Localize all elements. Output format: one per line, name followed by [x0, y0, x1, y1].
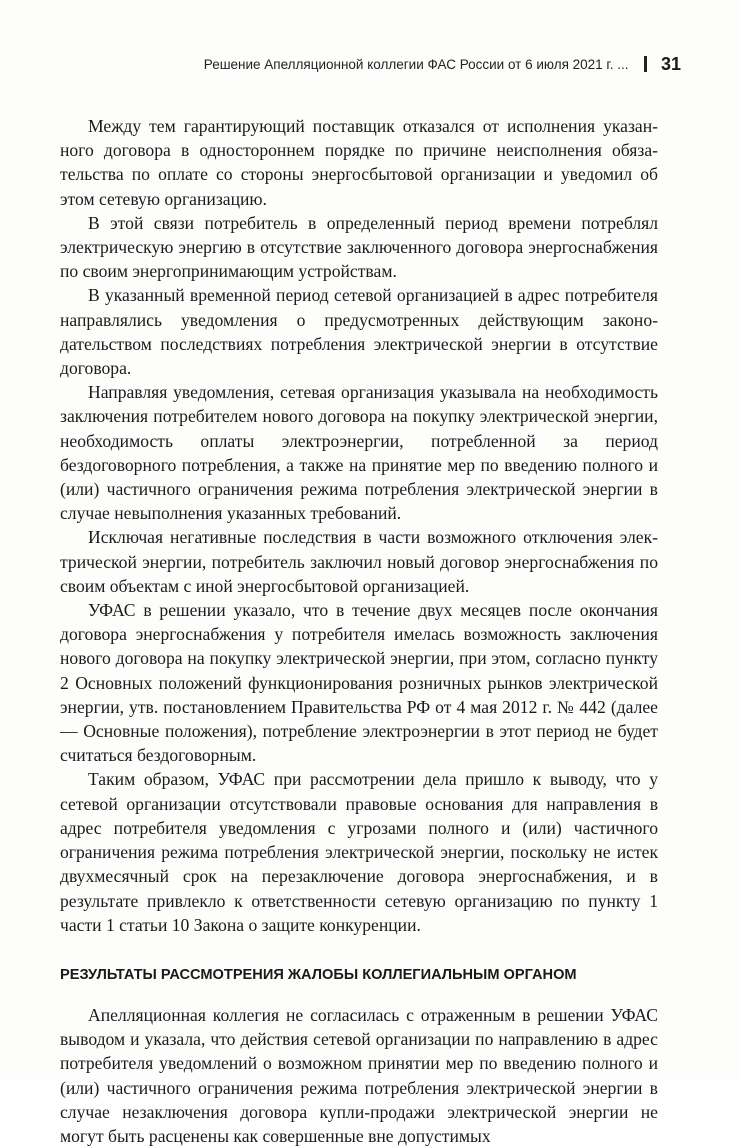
- paragraph: В этой связи потребитель в определенный период времени потреблял электрическую энергию в отсутствие заключенного договора энергоснабжения по своим энергопринимающим устройствам.: [60, 212, 658, 282]
- paragraph: Апелляционная коллегия не согласилась с отраженным в решении УФАС выводом и указала, что действия сетевой организации по направлению в адрес потребителя уведомлений о возможном принятии мер по введению полного и (или) частичного ограничения режима потребления электрической энергии в случае незаключения договора купли-продажи электрической энергии не могут быть расценены как совершенные вне допустимых: [60, 1004, 658, 1146]
- paragraph: Направляя уведомления, сетевая организация указывала на необходимость заключения потребителем нового договора на покупку электрической энергии, необходимость оплаты электроэнергии, потребленной за период бездоговорного потребления, а также на принятие мер по введению полного и (или) частичного ограничения режима потребления электрической энергии в случае невыполнения указанных требований.: [60, 382, 658, 524]
- paragraph: Исключая негативные последствия в части возможного отключения электрической энергии, потребитель заключил новый договор энергоснабжения по своим объектам с иной энергосбытовой организацией.: [60, 527, 658, 596]
- section-heading: РЕЗУЛЬТАТЫ РАССМОТРЕНИЯ ЖАЛОБЫ КОЛЛЕГИАЛЬНЫМ ОРГАНОМ: [60, 966, 577, 983]
- header-divider: [644, 56, 647, 72]
- page-body: [60, 114, 658, 1148]
- paragraph: В указанный временной период сетевой организацией в адрес потребителя направлялись уведомления о предусмотренных действующим законодательством последствиях потребления электрической энергии в отсутствие договора.: [60, 285, 658, 379]
- paragraph: Между тем гарантирующий поставщик отказался от исполнения указанного договора в одностороннем порядке по причине неисполнения обязательства по оплате со стороны энергосбытовой организации и уведомил об этом сетевую организацию.: [60, 116, 658, 209]
- paragraph: УФАС в решении указало, что в течение двух месяцев после окончания договора энергоснабжения у потребителя имелась возможность заключения нового договора на покупку электрической энергии, при этом, согласно пункту 2 Основных положений функционирования розничных рынков электрической энергии, утв. постановлением Правительства РФ от 4 мая 2012 г. № 442 (далее — Основные положения), потребление электроэнергии в этот период не будет считаться бездоговорным.: [60, 600, 658, 766]
- page-number: 31: [660, 53, 681, 74]
- paragraph: Таким образом, УФАС при рассмотрении дела пришло к выводу, что у сетевой организации отсутствовали правовые основания для направления в адрес потребителя уведомления с угрозами полного и (или) частичного ограничения режима потребления электрической энергии, поскольку не истек двухмесячный срок на перезаключение договора энергоснабжения, и в результате привлекло к ответственности сетевую организацию по пункту 1 части 1 статьи 10 Закона о защите конкуренции.: [60, 769, 658, 935]
- running-title: Решение Апелляционной коллегии ФАС России от 6 июля 2021 г. ...: [203, 56, 629, 72]
- page-header: [60, 52, 681, 76]
